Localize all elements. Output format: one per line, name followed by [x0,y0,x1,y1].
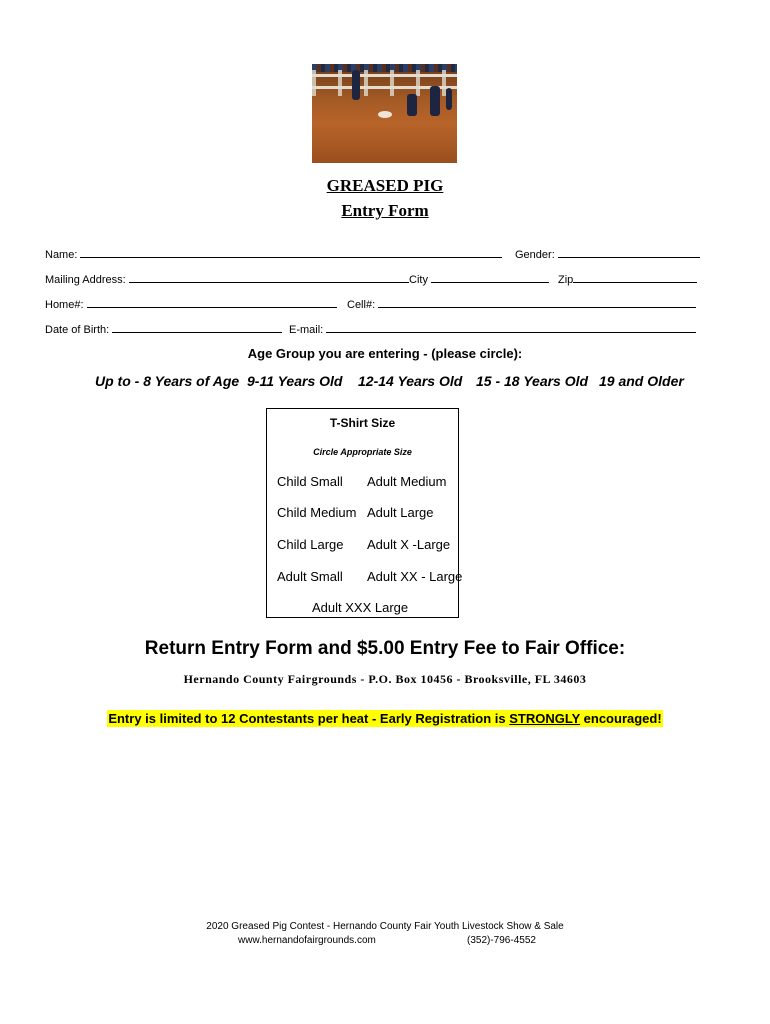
form-subtitle: Entry Form [341,201,429,220]
age-group-heading: Age Group you are entering - (please circle): [247,346,523,361]
size-option-adult-medium[interactable]: Adult Medium [367,474,447,489]
email-label: E-mail: [289,324,324,336]
age-option-9-11[interactable]: 9-11 Years Old [247,373,343,389]
name-input-line[interactable] [80,247,502,258]
form-title: GREASED PIG [326,176,444,195]
entry-limit-text-end: encouraged! [580,711,662,726]
fairgrounds-address: Hernando County Fairgrounds - P.O. Box 10456 - Brooksville, FL 34603 [183,672,587,686]
entry-limit-emphasis: STRONGLY [509,711,581,726]
email-input-line[interactable] [326,322,696,333]
age-option-15-18[interactable]: 15 - 18 Years Old [476,373,589,389]
date-of-birth-label: Date of Birth: [45,324,110,336]
age-option-19-older[interactable]: 19 and Older [599,373,684,389]
zip-field[interactable] [558,272,697,287]
header-photo [312,64,457,163]
city-label: City [409,274,428,286]
cell-phone-label: Cell#: [347,299,376,311]
home-phone-field[interactable] [45,297,337,312]
email-field[interactable] [289,322,696,337]
city-input-line[interactable] [431,272,549,283]
home-phone-input-line[interactable] [87,297,337,308]
name-label: Name: [45,249,78,261]
entry-limit-highlight [107,710,662,727]
photo-person [352,70,360,100]
size-option-adult-x-large[interactable]: Adult X -Large [367,537,451,552]
photo-person [407,94,417,116]
date-of-birth-input-line[interactable] [112,322,282,333]
gender-input-line[interactable] [558,247,700,258]
age-option-up-to-8[interactable]: Up to - 8 Years of Age [95,373,240,389]
mailing-address-input-line[interactable] [129,272,409,283]
name-field[interactable] [45,247,502,262]
zip-label: Zip [558,274,574,286]
home-phone-label: Home#: [45,299,84,311]
footer-website-link[interactable]: www.hernandofairgrounds.com [238,935,376,946]
size-option-adult-xx-large[interactable]: Adult XX - Large [367,569,463,584]
gender-label: Gender: [515,249,555,261]
size-option-child-small[interactable]: Child Small [277,474,343,489]
size-option-child-large[interactable]: Child Large [277,537,344,552]
entry-limit-text: Entry is limited to 12 Contestants per heat - Early Registration is [108,711,510,726]
size-option-child-medium[interactable]: Child Medium [277,505,357,520]
age-option-12-14[interactable]: 12-14 Years Old [358,373,463,389]
return-heading: Return Entry Form and $5.00 Entry Fee to Fair Office: [144,638,626,659]
city-field[interactable] [409,272,549,287]
mailing-address-field[interactable] [45,272,409,287]
tshirt-size-instruction: Circle Appropriate Size [313,447,412,457]
size-option-adult-large[interactable]: Adult Large [367,505,434,520]
footer-phone: (352)-796-4552 [467,935,536,946]
cell-phone-field[interactable] [347,297,696,312]
entry-limit-notice [0,711,770,726]
size-option-adult-xxx-large[interactable]: Adult XXX Large [312,600,409,615]
photo-person [446,88,452,110]
gender-field[interactable] [515,247,700,262]
tshirt-size-box [266,408,463,618]
footer-title: 2020 Greased Pig Contest - Hernando County Fair Youth Livestock Show & Sale [206,921,564,932]
size-option-adult-small[interactable]: Adult Small [277,569,343,584]
photo-pig [378,111,392,118]
photo-person [430,86,440,116]
mailing-address-label: Mailing Address: [45,274,126,286]
cell-phone-input-line[interactable] [378,297,696,308]
tshirt-size-title: T-Shirt Size [329,416,396,430]
photo-fence-rail [312,74,457,77]
date-of-birth-field[interactable] [45,322,282,337]
zip-input-line[interactable] [573,272,697,283]
